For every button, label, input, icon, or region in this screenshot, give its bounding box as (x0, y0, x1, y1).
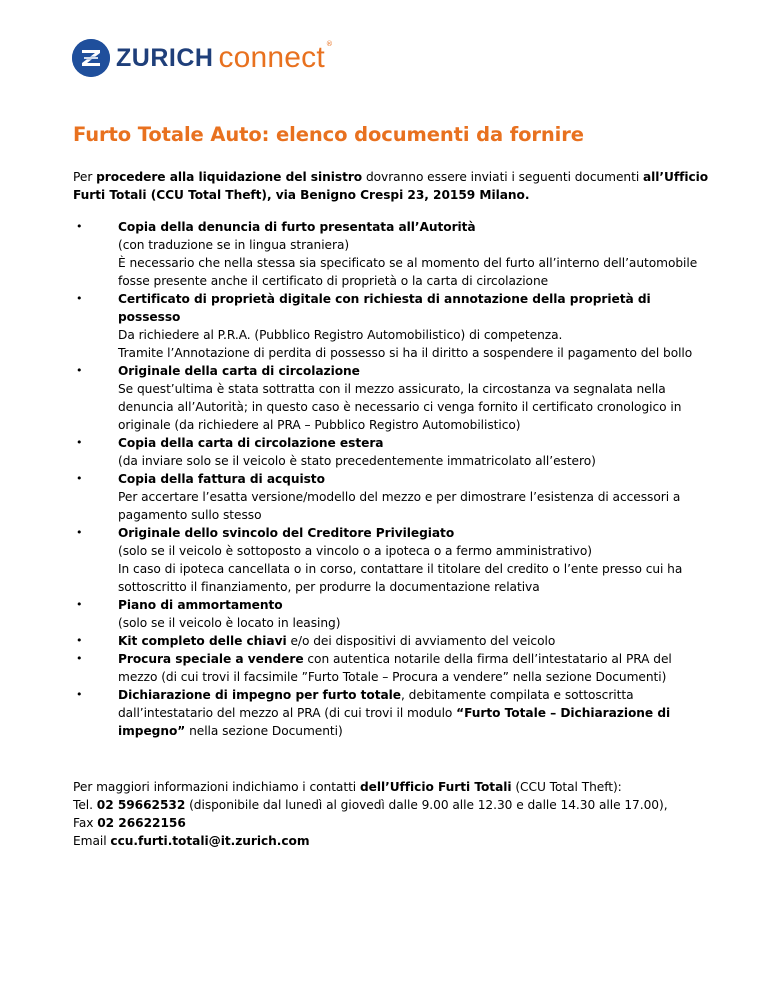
phone-hours: (disponibile dal lunedì al giovedì dalle 9.00 alle 12.30 e dalle 14.30 alle 17.00), (185, 798, 668, 812)
phone-number[interactable]: 02 59662532 (96, 798, 186, 812)
list-item-svincolo (76, 524, 713, 596)
contact-email (73, 832, 713, 850)
intro-text-2: dovranno essere inviati i seguenti documenti (362, 170, 643, 184)
bullet-icon: • (76, 598, 83, 611)
bullet-icon: • (76, 436, 83, 449)
item-heading: Originale dello svincolo del Creditore Privilegiato (118, 526, 455, 540)
item-heading: Certificato di proprietà digitale con richiesta di annotazione della proprietà di possesso (118, 292, 651, 324)
list-item-carta-circolazione (76, 362, 713, 434)
list-item-dichiarazione (76, 686, 713, 740)
item-heading: Kit completo delle chiavi (118, 634, 287, 648)
page-title: Furto Totale Auto: elenco documenti da fornire (73, 123, 584, 146)
contacts-section (73, 778, 713, 850)
item-heading: Dichiarazione di impegno per furto totale (118, 688, 402, 702)
item-text: (con traduzione se in lingua straniera) (118, 238, 350, 252)
logo-connect-word: connect (218, 41, 325, 74)
phone-label: Tel. (73, 798, 97, 812)
contacts-intro (73, 778, 713, 796)
documents-list (73, 218, 713, 740)
email-address[interactable]: ccu.furti.totali@it.zurich.com (110, 834, 310, 848)
contacts-intro-text-2: (CCU Total Theft): (511, 780, 622, 794)
item-text: con autentica notarile della firma dell’intestatario al PRA del mezzo (di cui trovi il facsimile ”Furto Totale – Procura a vendere” nella sezione Documenti) (118, 652, 672, 684)
item-heading: Originale della carta di circolazione (118, 364, 360, 378)
intro-bold-address: all’Ufficio Furti Totali (CCU Total Theft), via Benigno Crespi 23, 20159 Milano. (73, 170, 709, 202)
contacts-office-name: dell’Ufficio Furti Totali (359, 780, 512, 794)
item-text: Da richiedere al P.R.A. (Pubblico Registro Automobilistico) di competenza. (118, 328, 563, 342)
zurich-z-icon (72, 39, 110, 77)
item-text: Tramite l’Annotazione di perdita di possesso si ha il diritto a sospendere il pagamento del bollo (118, 346, 693, 360)
contact-phone (73, 796, 713, 814)
list-item-procura (76, 650, 713, 686)
item-heading: Piano di ammortamento (118, 598, 283, 612)
fax-label: Fax (73, 816, 98, 830)
bullet-icon: • (76, 364, 83, 377)
item-heading: Copia della fattura di acquisto (118, 472, 325, 486)
logo-registered-mark: ® (325, 40, 333, 48)
item-text: È necessario che nella stessa sia specificato se al momento del furto all’interno dell’automobile fosse presente anche il certificato di proprietà o la carta di circolazione (118, 256, 698, 288)
bullet-icon: • (76, 220, 83, 233)
bullet-icon: • (76, 634, 83, 647)
list-item-denuncia (76, 218, 713, 290)
item-text: (solo se il veicolo è locato in leasing) (118, 616, 341, 630)
item-text: Se quest’ultima è stata sottratta con il mezzo assicurato, la circostanza va segnalata nella denuncia all’Autorità; in questo caso è necessario ci venga fornito il certificato cronologico in originale (da richiedere al PRA – Pubblico Registro Automobilistico) (118, 382, 682, 432)
item-text: (solo se il veicolo è sottoposto a vincolo o a ipoteca o a fermo amministrativo) (118, 544, 592, 558)
bullet-icon: • (76, 652, 83, 665)
item-text: (da inviare solo se il veicolo è stato precedentemente immatricolato all’estero) (118, 454, 596, 468)
bullet-icon: • (76, 526, 83, 539)
list-item-fattura (76, 470, 713, 524)
item-bold-form-name: “Furto Totale – Dichiarazione di impegno” (118, 706, 671, 738)
item-heading: Copia della carta di circolazione estera (118, 436, 384, 450)
contacts-intro-text: Per maggiori informazioni indichiamo i contatti (73, 780, 360, 794)
item-text: e/o dei dispositivi di avviamento del veicolo (286, 634, 556, 648)
list-item-chiavi (76, 632, 713, 650)
item-text: , debitamente compilata e sottoscritta dall’intestatario del mezzo al PRA (di cui trovi il modulo (118, 688, 634, 720)
item-heading: Procura speciale a vendere (118, 652, 304, 666)
fax-number: 02 26622156 (97, 816, 186, 830)
zurich-connect-logo (72, 38, 333, 78)
item-heading: Copia della denuncia di furto presentata all’Autorità (118, 220, 476, 234)
item-text: In caso di ipoteca cancellata o in corso, contattare il titolare del credito o l’ente presso cui ha sottoscritto il finanziamento, per produrre la documentazione relativa (118, 562, 683, 594)
item-text: Per accertare l’esatta versione/modello del mezzo e per dimostrare l’esistenza di accessori a pagamento sullo stesso (118, 490, 681, 522)
contact-fax (73, 814, 713, 832)
bullet-icon: • (76, 472, 83, 485)
list-item-ammortamento (76, 596, 713, 632)
bullet-icon: • (76, 292, 83, 305)
intro-text-1: Per (73, 170, 97, 184)
document-body (73, 168, 713, 850)
list-item-certificato (76, 290, 713, 362)
intro-paragraph (73, 168, 713, 204)
item-text: nella sezione Documenti) (185, 724, 343, 738)
intro-bold-1: procedere alla liquidazione del sinistro (96, 170, 363, 184)
logo-zurich-word: ZURICH (116, 43, 214, 72)
email-label: Email (73, 834, 111, 848)
bullet-icon: • (76, 688, 83, 701)
list-item-carta-estera (76, 434, 713, 470)
